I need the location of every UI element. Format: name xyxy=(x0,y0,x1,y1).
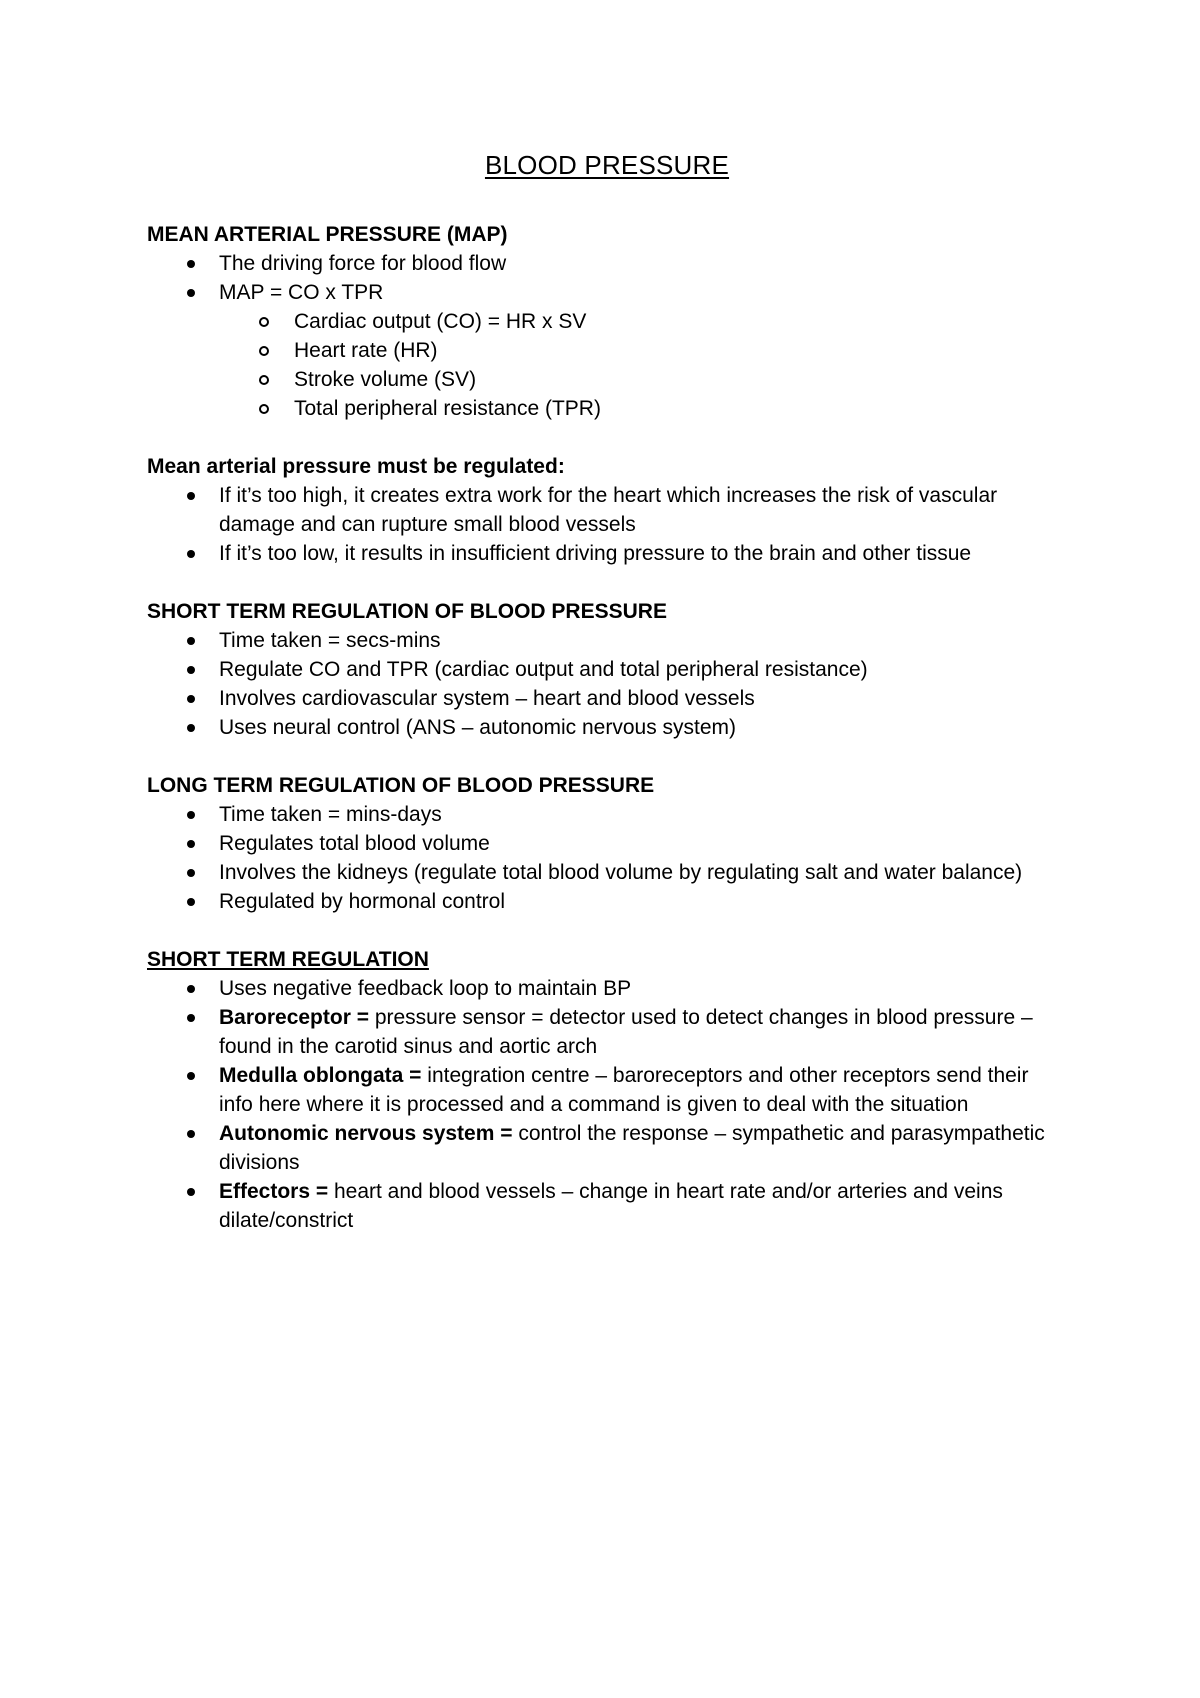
list-item: Regulates total blood volume xyxy=(147,829,1067,858)
list-item: Involves the kidneys (regulate total blood volume by regulating salt and water balance) xyxy=(147,858,1067,887)
section-heading: MEAN ARTERIAL PRESSURE (MAP) xyxy=(147,223,508,246)
sub-list-item: Heart rate (HR) xyxy=(147,336,1067,365)
list-item xyxy=(147,1119,1067,1177)
sub-list-item: Cardiac output (CO) = HR x SV xyxy=(147,307,1067,336)
list-item: Time taken = mins-days xyxy=(147,800,1067,829)
list-item: If it’s too low, it results in insufficient driving pressure to the brain and other tissue xyxy=(147,539,1067,568)
section-short-regulation xyxy=(147,945,1067,1235)
section-heading: SHORT TERM REGULATION OF BLOOD PRESSURE xyxy=(147,600,667,623)
section-map xyxy=(147,220,1067,423)
list-item xyxy=(147,1177,1067,1235)
list-item: Regulate CO and TPR (cardiac output and total peripheral resistance) xyxy=(147,655,1067,684)
section-regulated xyxy=(147,452,1067,568)
bullet-list xyxy=(147,974,1067,1235)
list-item: Regulated by hormonal control xyxy=(147,887,1067,916)
bullet-list xyxy=(147,249,1067,307)
section-heading: LONG TERM REGULATION OF BLOOD PRESSURE xyxy=(147,774,655,797)
section-short-term xyxy=(147,597,1067,742)
list-item: MAP = CO x TPR xyxy=(147,278,1067,307)
section-long-term xyxy=(147,771,1067,916)
list-item: Uses negative feedback loop to maintain BP xyxy=(147,974,1067,1003)
sub-list-item: Total peripheral resistance (TPR) xyxy=(147,394,1067,423)
term-description: pressure sensor = detector used to detect changes in blood pressure – found in the carotid sinus and aortic arch xyxy=(219,1006,1033,1058)
sub-list-item: Stroke volume (SV) xyxy=(147,365,1067,394)
term-label: Baroreceptor = xyxy=(219,1006,369,1029)
term-label: Autonomic nervous system = xyxy=(219,1122,513,1145)
bullet-list xyxy=(147,481,1067,568)
list-item xyxy=(147,1003,1067,1061)
term-description: heart and blood vessels – change in heart rate and/or arteries and veins dilate/constrict xyxy=(219,1180,1003,1232)
section-heading: SHORT TERM REGULATION xyxy=(147,948,429,971)
list-item: Time taken = secs-mins xyxy=(147,626,1067,655)
document-body xyxy=(147,148,1067,1264)
term-label: Medulla oblongata = xyxy=(219,1064,422,1087)
list-item: If it’s too high, it creates extra work for the heart which increases the risk of vascular damage and can rupture small blood vessels xyxy=(147,481,1067,539)
section-heading: Mean arterial pressure must be regulated: xyxy=(147,455,565,478)
list-item: The driving force for blood flow xyxy=(147,249,1067,278)
list-item: Uses neural control (ANS – autonomic nervous system) xyxy=(147,713,1067,742)
bullet-list xyxy=(147,800,1067,916)
list-item: Involves cardiovascular system – heart and blood vessels xyxy=(147,684,1067,713)
bullet-list xyxy=(147,626,1067,742)
list-item xyxy=(147,1061,1067,1119)
term-description: integration centre – baroreceptors and other receptors send their info here where it is processed and a command is given to deal with the situation xyxy=(219,1064,1029,1116)
term-label: Effectors = xyxy=(219,1180,329,1203)
page-title: BLOOD PRESSURE xyxy=(484,150,730,180)
term-description: control the response – sympathetic and parasympathetic divisions xyxy=(219,1122,1045,1174)
sub-bullet-list xyxy=(147,307,1067,423)
